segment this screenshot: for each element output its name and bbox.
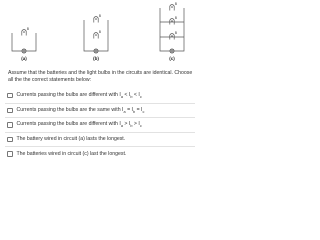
checkbox[interactable] <box>7 137 13 143</box>
checkbox[interactable] <box>7 108 13 114</box>
bulb-filament <box>170 19 174 21</box>
circuit-label: (c) <box>169 56 175 61</box>
circuit-diagrams-figure <box>0 0 200 68</box>
bulb-filament <box>94 17 98 19</box>
circuit-label: (b) <box>93 56 99 61</box>
checkbox[interactable] <box>7 122 13 128</box>
wire <box>12 33 36 51</box>
answer-option-5[interactable] <box>5 146 195 161</box>
answer-option-2[interactable] <box>5 103 195 118</box>
bulb-filament <box>170 34 174 36</box>
bulb-label: B <box>98 29 102 34</box>
bulb-filament <box>22 30 26 32</box>
bulb-filament <box>94 33 98 35</box>
bulb-label: B <box>174 1 178 6</box>
circuit-label: (a) <box>21 56 27 61</box>
answer-option-3[interactable] <box>5 117 195 132</box>
checkbox[interactable] <box>7 93 13 99</box>
bulb-label: B <box>174 15 178 20</box>
bulb-glass <box>95 34 97 36</box>
bulb-glass <box>95 18 97 20</box>
answer-option-1[interactable] <box>5 88 195 103</box>
answer-option-label: Currents passing the bulbs are different with $I_a > I_b > I_c$ <box>16 121 142 129</box>
answer-option-label: The batteries wired in circuit (c) last the longest. <box>16 150 127 157</box>
answer-option-4[interactable] <box>5 132 195 147</box>
question-text: Assume that the batteries and the light bulbs in the circuits are identical. Choose all the the correct statements below: <box>8 70 193 83</box>
bulb-label: B <box>98 13 102 18</box>
bulb-glass <box>171 6 173 8</box>
answer-option-label: The battery wired in circuit (a) lasts the longest. <box>16 136 126 143</box>
bulb-filament <box>170 5 174 7</box>
bulb-glass <box>171 35 173 37</box>
bulb-label: B <box>174 30 178 35</box>
checkbox[interactable] <box>7 151 13 157</box>
bulb-glass <box>23 31 25 33</box>
answer-option-label: Currents passing the bulbs are different with $I_a < I_b < I_c$ <box>16 91 142 99</box>
wire <box>160 8 184 51</box>
answer-option-label: Currents passing the bulbs are the same with $I_a = I_b = I_c$ <box>16 106 145 114</box>
bulb-glass <box>171 20 173 22</box>
bulb-label: B <box>26 26 30 31</box>
answer-options-list <box>5 88 195 161</box>
